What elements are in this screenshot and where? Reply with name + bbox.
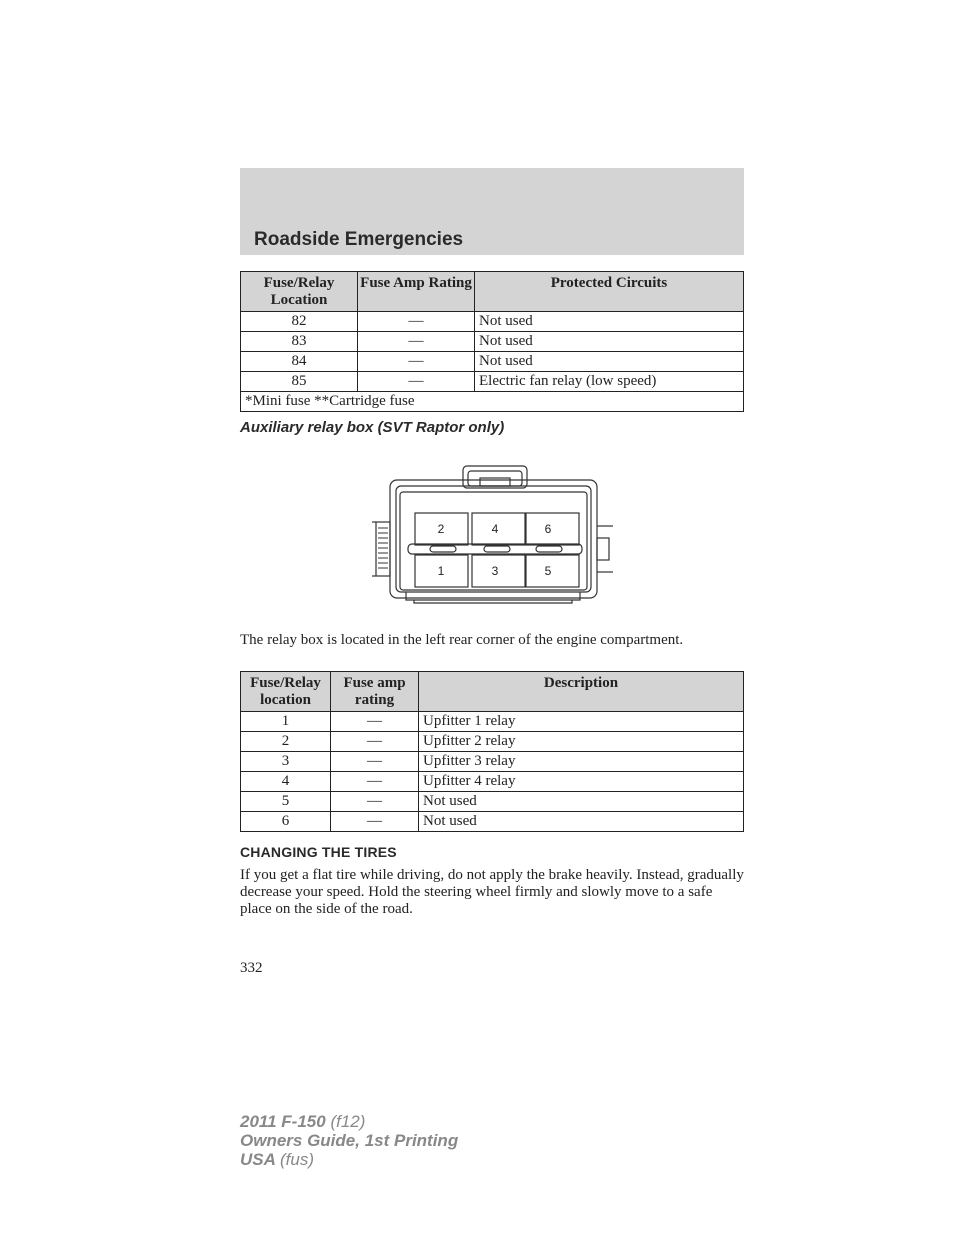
fuse-table-auxiliary (240, 671, 744, 832)
relay-slot-5 (526, 555, 579, 587)
table-cell: 5 (241, 792, 331, 812)
table-cell: 84 (241, 352, 358, 372)
footer-line-model (240, 1112, 458, 1131)
table-cell: Not used (475, 332, 744, 352)
section-header-band (240, 168, 744, 255)
table-header-row (241, 272, 744, 312)
table-note: *Mini fuse **Cartridge fuse (241, 392, 744, 412)
table-cell: — (358, 372, 475, 392)
table-cell: — (331, 712, 419, 732)
table-cell: Upfitter 4 relay (419, 772, 744, 792)
table-row (241, 812, 744, 832)
table-row (241, 352, 744, 372)
table-row (241, 792, 744, 812)
footer-model: 2011 F-150 (240, 1112, 326, 1131)
column-header: Protected Circuits (475, 272, 744, 312)
table-header-row (241, 672, 744, 712)
relay-slot-4 (472, 513, 525, 545)
relay-box-subheading: Auxiliary relay box (SVT Raptor only) (240, 419, 505, 436)
relay-box-location-paragraph: The relay box is located in the left rear corner of the engine compartment. (240, 632, 684, 648)
table-cell: Electric fan relay (low speed) (475, 372, 744, 392)
column-header: Fuse Amp Rating (358, 272, 475, 312)
relay-box-diagram (370, 462, 616, 606)
table-cell: Upfitter 3 relay (419, 752, 744, 772)
relay-slot-3 (472, 555, 525, 587)
table-cell: 82 (241, 312, 358, 332)
table-cell: — (331, 732, 419, 752)
relay-label: 3 (491, 564, 499, 578)
table-cell: 85 (241, 372, 358, 392)
footer-region-code: (fus) (280, 1150, 314, 1169)
changing-tires-heading: CHANGING THE TIRES (240, 844, 397, 860)
footer-region: USA (240, 1150, 276, 1169)
table-cell: — (358, 332, 475, 352)
relay-label: 4 (491, 522, 499, 536)
column-header: Fuse/Relay location (241, 672, 331, 712)
table-cell: 2 (241, 732, 331, 752)
section-title: Roadside Emergencies (254, 229, 464, 250)
relay-label: 6 (544, 522, 552, 536)
table-cell: 1 (241, 712, 331, 732)
flat-tire-paragraph: If you get a flat tire while driving, do not apply the brake heavily. Instead, gradually decrease your speed. Hold the steering wheel firmly and slowly move to a safe place on the side of the road. (240, 867, 744, 917)
table-cell: Not used (419, 792, 744, 812)
relay-label: 5 (544, 564, 552, 578)
table-cell: 83 (241, 332, 358, 352)
fuse-table-engine (240, 271, 744, 412)
page-number: 332 (240, 960, 263, 976)
column-header: Fuse amp rating (331, 672, 419, 712)
table-cell: — (331, 812, 419, 832)
table-cell: — (331, 792, 419, 812)
table-cell: — (358, 312, 475, 332)
footer (240, 1112, 458, 1169)
relay-label: 1 (437, 564, 445, 578)
table-cell: Upfitter 2 relay (419, 732, 744, 752)
table-cell: Not used (419, 812, 744, 832)
table-row (241, 372, 744, 392)
footer-line-region (240, 1150, 458, 1169)
table-cell: — (331, 772, 419, 792)
table-cell: — (358, 352, 475, 372)
relay-slot-6 (526, 513, 579, 545)
relay-label: 2 (437, 522, 445, 536)
table-cell: — (331, 752, 419, 772)
footer-model-code: (f12) (330, 1112, 366, 1131)
table-row (241, 732, 744, 752)
table-row (241, 772, 744, 792)
table-cell: Not used (475, 352, 744, 372)
table-row (241, 312, 744, 332)
table-cell: Upfitter 1 relay (419, 712, 744, 732)
table-cell: 3 (241, 752, 331, 772)
table-note-row (241, 392, 744, 412)
table-row (241, 332, 744, 352)
table-cell: Not used (475, 312, 744, 332)
table-row (241, 712, 744, 732)
table-cell: 4 (241, 772, 331, 792)
table-cell: 6 (241, 812, 331, 832)
column-header: Fuse/Relay Location (241, 272, 358, 312)
table-row (241, 752, 744, 772)
column-header: Description (419, 672, 744, 712)
footer-guide: Owners Guide, 1st Printing (240, 1131, 459, 1150)
